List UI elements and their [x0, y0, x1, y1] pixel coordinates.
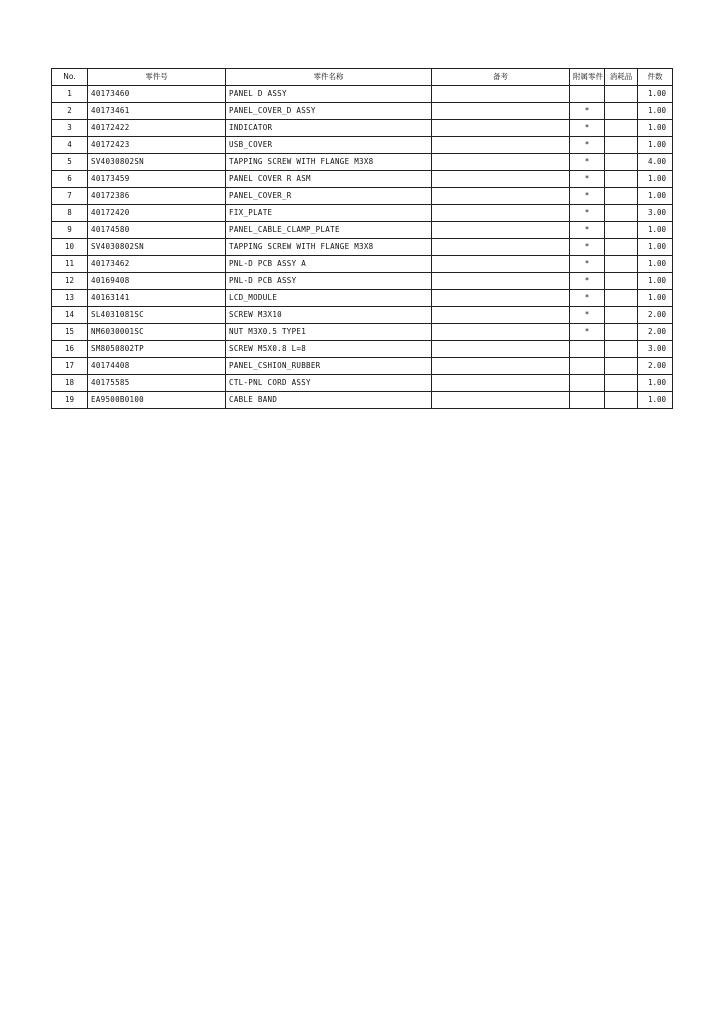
cell-accessory: [570, 375, 605, 392]
cell-no: 13: [52, 290, 88, 307]
cell-part-name: INDICATOR: [226, 120, 432, 137]
cell-consumable: [605, 103, 638, 120]
cell-no: 9: [52, 222, 88, 239]
cell-quantity: 1.00: [638, 375, 673, 392]
cell-part-name: SCREW M3X10: [226, 307, 432, 324]
cell-part-number: 40172423: [88, 137, 226, 154]
cell-part-name: PNL-D PCB ASSY A: [226, 256, 432, 273]
cell-consumable: [605, 256, 638, 273]
cell-consumable: [605, 375, 638, 392]
cell-remarks: [432, 375, 570, 392]
cell-remarks: [432, 205, 570, 222]
table-row: [52, 324, 673, 341]
cell-part-name: PNL-D PCB ASSY: [226, 273, 432, 290]
cell-remarks: [432, 341, 570, 358]
cell-accessory: *: [570, 188, 605, 205]
cell-quantity: 1.00: [638, 86, 673, 103]
cell-consumable: [605, 205, 638, 222]
cell-accessory: *: [570, 324, 605, 341]
cell-accessory: *: [570, 256, 605, 273]
cell-part-number: SV4030802SN: [88, 154, 226, 171]
cell-accessory: *: [570, 222, 605, 239]
cell-consumable: [605, 290, 638, 307]
cell-consumable: [605, 120, 638, 137]
table-row: [52, 86, 673, 103]
cell-part-number: SL4031081SC: [88, 307, 226, 324]
cell-quantity: 1.00: [638, 392, 673, 409]
cell-part-number: SM8050802TP: [88, 341, 226, 358]
cell-consumable: [605, 392, 638, 409]
header-part-name: 零件名称: [226, 69, 432, 86]
cell-part-name: CABLE BAND: [226, 392, 432, 409]
cell-remarks: [432, 324, 570, 341]
cell-quantity: 1.00: [638, 222, 673, 239]
cell-quantity: 1.00: [638, 256, 673, 273]
cell-quantity: 1.00: [638, 290, 673, 307]
cell-part-number: 40175585: [88, 375, 226, 392]
cell-no: 19: [52, 392, 88, 409]
table-row: [52, 256, 673, 273]
cell-remarks: [432, 188, 570, 205]
cell-part-number: 40174580: [88, 222, 226, 239]
table-row: [52, 222, 673, 239]
cell-remarks: [432, 154, 570, 171]
cell-remarks: [432, 86, 570, 103]
table-row: [52, 375, 673, 392]
cell-quantity: 2.00: [638, 324, 673, 341]
cell-part-number: SV4030802SN: [88, 239, 226, 256]
cell-no: 15: [52, 324, 88, 341]
cell-no: 17: [52, 358, 88, 375]
cell-quantity: 3.00: [638, 341, 673, 358]
cell-quantity: 1.00: [638, 137, 673, 154]
table-row: [52, 358, 673, 375]
cell-quantity: 3.00: [638, 205, 673, 222]
cell-part-name: PANEL_COVER_D ASSY: [226, 103, 432, 120]
cell-no: 18: [52, 375, 88, 392]
cell-no: 5: [52, 154, 88, 171]
table-row: [52, 307, 673, 324]
cell-accessory: *: [570, 273, 605, 290]
cell-part-number: EA9500B0100: [88, 392, 226, 409]
cell-consumable: [605, 239, 638, 256]
cell-accessory: [570, 341, 605, 358]
cell-remarks: [432, 307, 570, 324]
cell-quantity: 4.00: [638, 154, 673, 171]
header-part-number: 零件号: [88, 69, 226, 86]
cell-no: 6: [52, 171, 88, 188]
header-accessory: 附属零件: [570, 69, 605, 86]
cell-part-name: FIX_PLATE: [226, 205, 432, 222]
cell-part-name: CTL-PNL CORD ASSY: [226, 375, 432, 392]
cell-part-number: 40173461: [88, 103, 226, 120]
cell-no: 10: [52, 239, 88, 256]
cell-quantity: 1.00: [638, 120, 673, 137]
cell-quantity: 2.00: [638, 307, 673, 324]
cell-part-number: 40173460: [88, 86, 226, 103]
cell-no: 12: [52, 273, 88, 290]
cell-consumable: [605, 222, 638, 239]
cell-accessory: *: [570, 307, 605, 324]
cell-no: 11: [52, 256, 88, 273]
table-row: [52, 103, 673, 120]
cell-remarks: [432, 239, 570, 256]
table-row: [52, 273, 673, 290]
header-remarks: 备考: [432, 69, 570, 86]
cell-part-number: NM6030001SC: [88, 324, 226, 341]
cell-consumable: [605, 137, 638, 154]
cell-accessory: *: [570, 103, 605, 120]
cell-part-number: 40173462: [88, 256, 226, 273]
table-body: [52, 86, 673, 409]
cell-no: 8: [52, 205, 88, 222]
table-row: [52, 188, 673, 205]
cell-remarks: [432, 392, 570, 409]
cell-remarks: [432, 120, 570, 137]
cell-quantity: 1.00: [638, 188, 673, 205]
cell-part-name: TAPPING SCREW WITH FLANGE M3X8: [226, 154, 432, 171]
parts-list-table: [51, 68, 673, 409]
cell-part-number: 40163141: [88, 290, 226, 307]
cell-part-name: TAPPING SCREW WITH FLANGE M3X8: [226, 239, 432, 256]
cell-quantity: 1.00: [638, 171, 673, 188]
cell-part-number: 40173459: [88, 171, 226, 188]
cell-no: 4: [52, 137, 88, 154]
table-row: [52, 341, 673, 358]
cell-part-number: 40172420: [88, 205, 226, 222]
cell-remarks: [432, 103, 570, 120]
cell-quantity: 1.00: [638, 239, 673, 256]
cell-accessory: *: [570, 171, 605, 188]
cell-no: 2: [52, 103, 88, 120]
table-row: [52, 120, 673, 137]
cell-no: 7: [52, 188, 88, 205]
cell-remarks: [432, 358, 570, 375]
cell-remarks: [432, 256, 570, 273]
cell-consumable: [605, 86, 638, 103]
table-row: [52, 137, 673, 154]
cell-no: 3: [52, 120, 88, 137]
cell-consumable: [605, 188, 638, 205]
table-row: [52, 154, 673, 171]
cell-accessory: *: [570, 137, 605, 154]
table-header-row: [52, 69, 673, 86]
cell-consumable: [605, 324, 638, 341]
cell-no: 1: [52, 86, 88, 103]
header-consumable: 消耗品: [605, 69, 638, 86]
cell-part-number: 40172386: [88, 188, 226, 205]
cell-part-number: 40174408: [88, 358, 226, 375]
cell-part-name: LCD_MODULE: [226, 290, 432, 307]
cell-part-name: NUT M3X0.5 TYPE1: [226, 324, 432, 341]
table-row: [52, 171, 673, 188]
cell-quantity: 1.00: [638, 103, 673, 120]
table-row: [52, 239, 673, 256]
cell-remarks: [432, 290, 570, 307]
cell-accessory: [570, 392, 605, 409]
cell-accessory: *: [570, 120, 605, 137]
cell-quantity: 1.00: [638, 273, 673, 290]
header-no: No.: [52, 69, 88, 86]
cell-part-name: USB_COVER: [226, 137, 432, 154]
cell-consumable: [605, 171, 638, 188]
cell-consumable: [605, 307, 638, 324]
cell-part-name: PANEL D ASSY: [226, 86, 432, 103]
cell-remarks: [432, 171, 570, 188]
header-quantity: 件数: [638, 69, 673, 86]
cell-part-number: 40169408: [88, 273, 226, 290]
cell-accessory: [570, 86, 605, 103]
cell-part-number: 40172422: [88, 120, 226, 137]
cell-part-name: SCREW M5X0.8 L=8: [226, 341, 432, 358]
cell-accessory: *: [570, 239, 605, 256]
table-row: [52, 290, 673, 307]
cell-accessory: *: [570, 154, 605, 171]
cell-accessory: *: [570, 205, 605, 222]
cell-part-name: PANEL_CABLE_CLAMP_PLATE: [226, 222, 432, 239]
cell-consumable: [605, 273, 638, 290]
table-row: [52, 392, 673, 409]
cell-part-name: PANEL_CSHION_RUBBER: [226, 358, 432, 375]
cell-remarks: [432, 273, 570, 290]
cell-remarks: [432, 137, 570, 154]
cell-no: 16: [52, 341, 88, 358]
cell-accessory: *: [570, 290, 605, 307]
cell-part-name: PANEL COVER R ASM: [226, 171, 432, 188]
cell-consumable: [605, 154, 638, 171]
cell-no: 14: [52, 307, 88, 324]
cell-consumable: [605, 358, 638, 375]
cell-part-name: PANEL_COVER_R: [226, 188, 432, 205]
table-row: [52, 205, 673, 222]
cell-accessory: [570, 358, 605, 375]
cell-remarks: [432, 222, 570, 239]
cell-consumable: [605, 341, 638, 358]
cell-quantity: 2.00: [638, 358, 673, 375]
